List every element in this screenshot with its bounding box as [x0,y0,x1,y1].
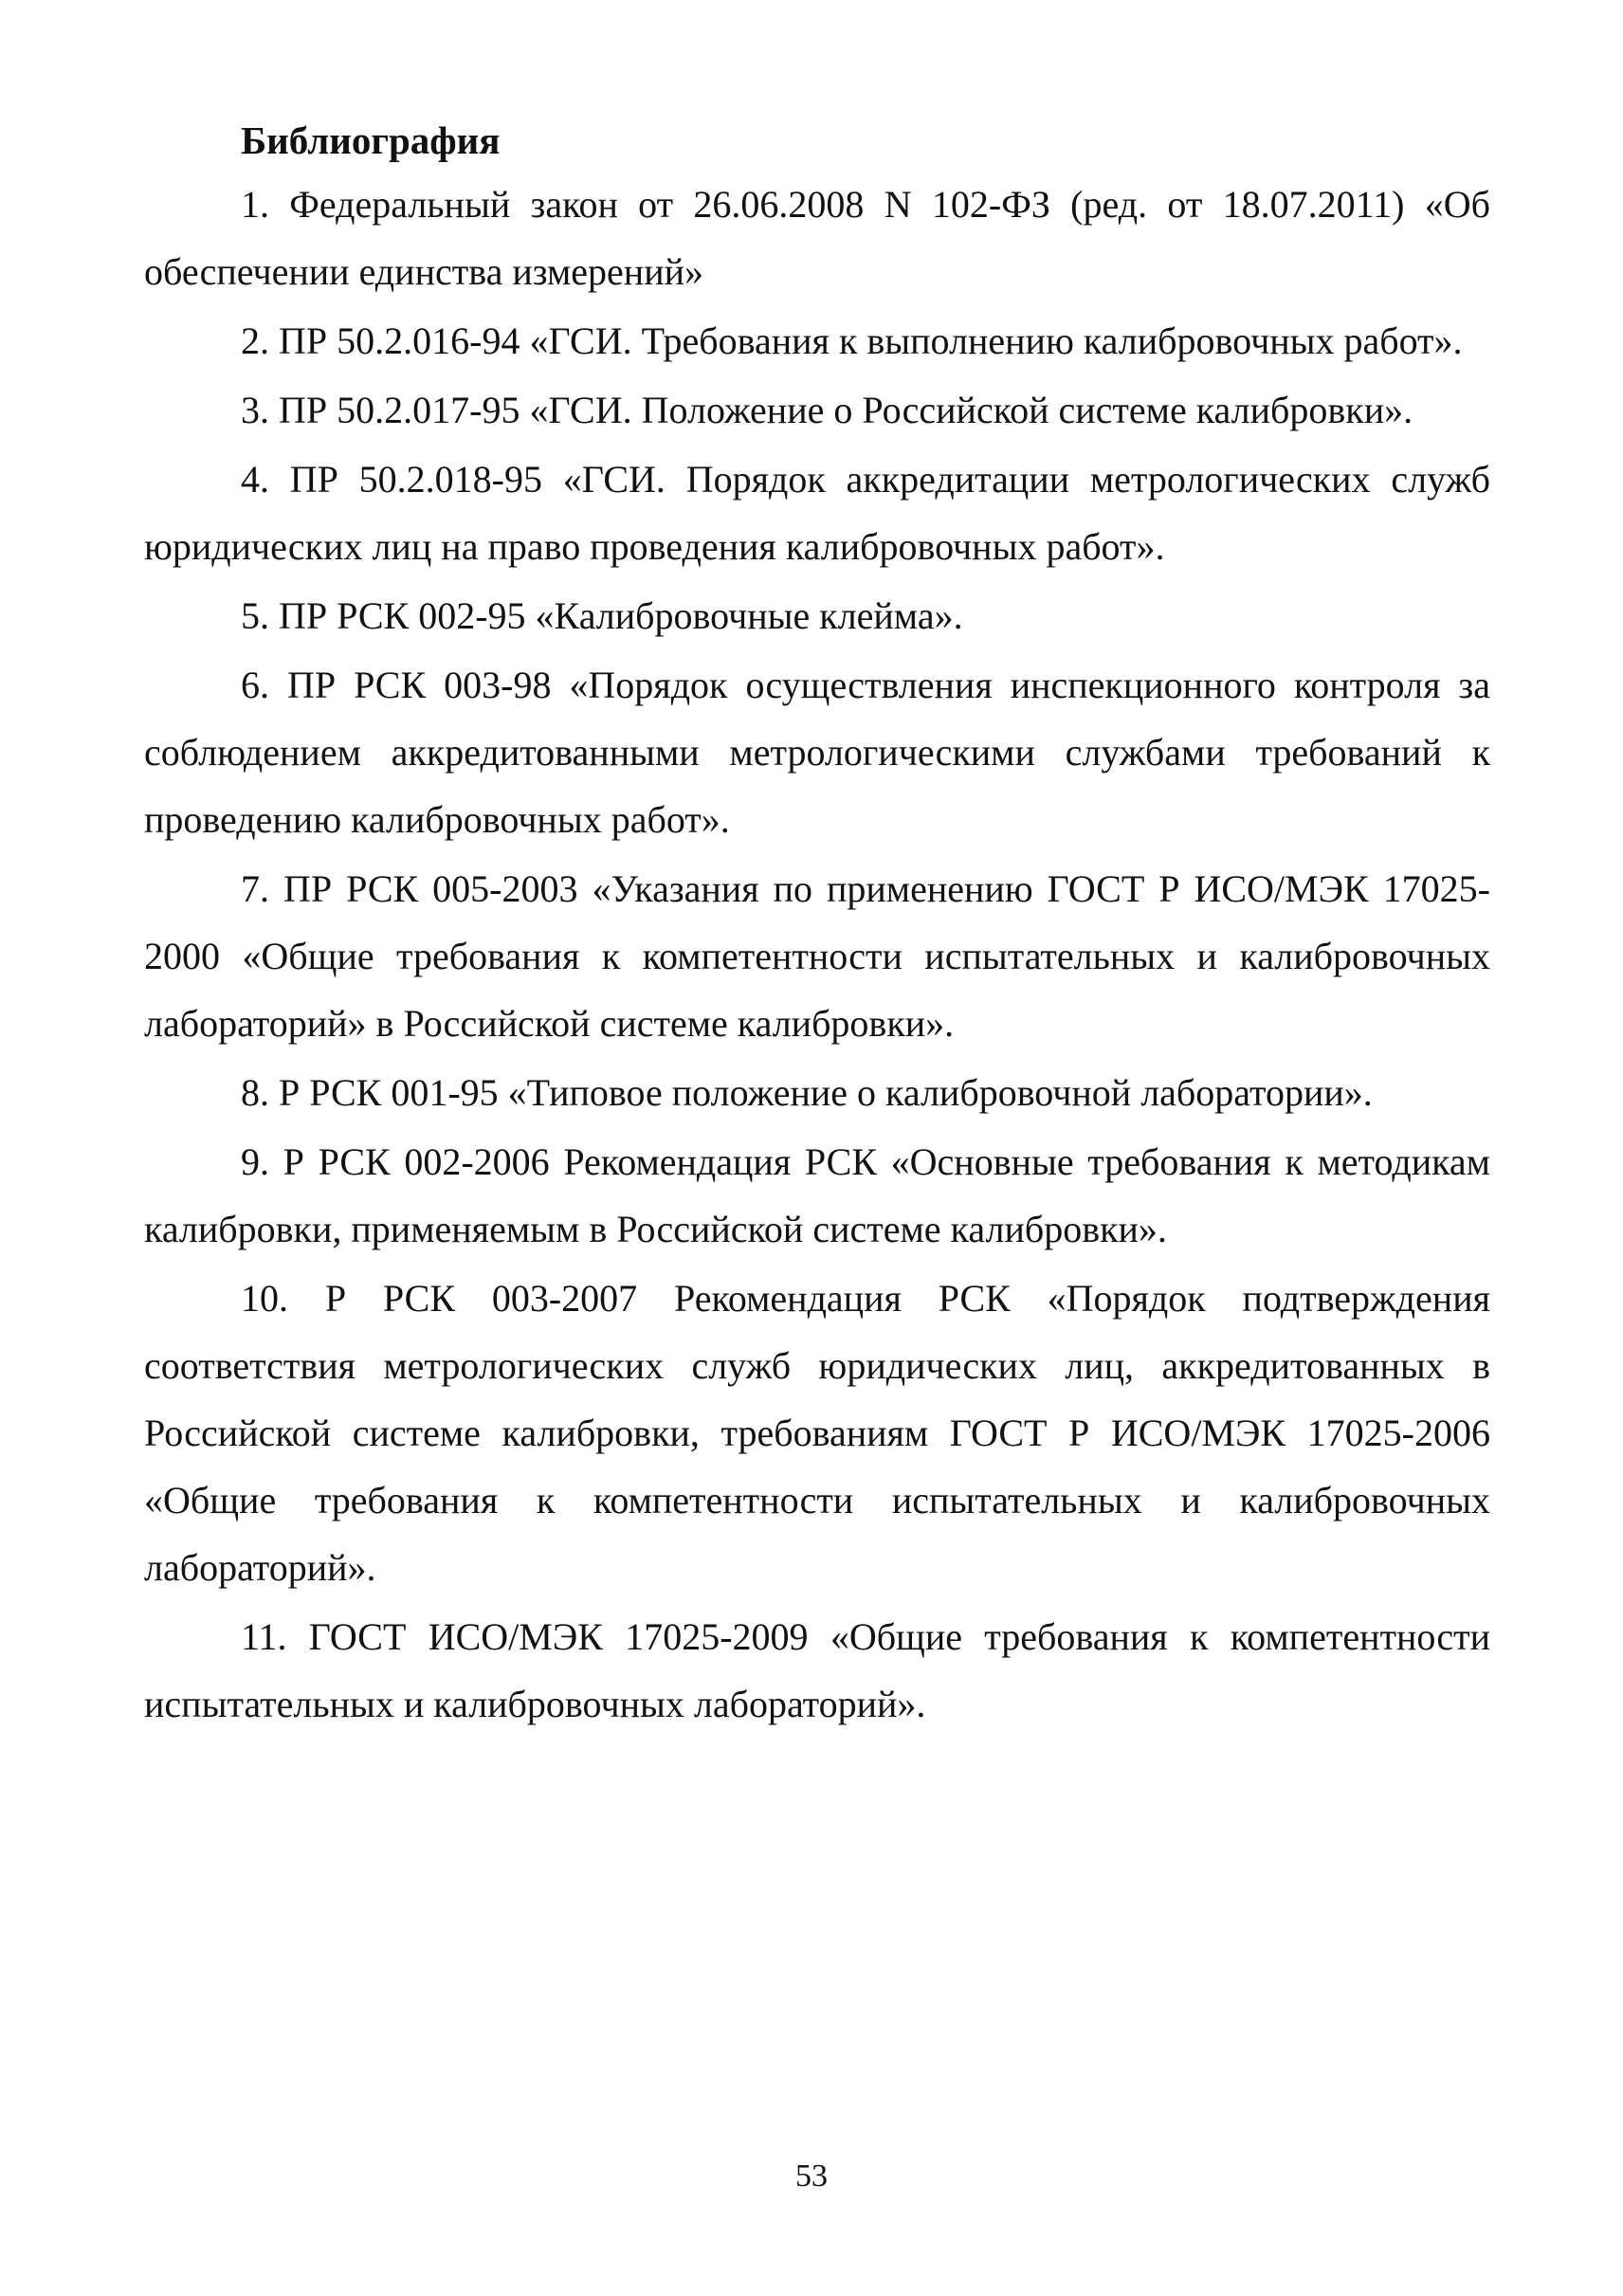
bibliography-title: Библиография [241,118,501,162]
reference-item-1: 1. Федеральный закон от 26.06.2008 N 102-ФЗ (ред. от 18.07.2011) «Об обеспечении единства измерений» [144,183,1490,293]
reference-item-3: 3. ПР 50.2.017-95 «ГСИ. Положение о Российской системе калибровки». [241,389,1413,431]
reference-item-7: 7. ПР РСК 005-2003 «Указания по применению ГОСТ Р ИСО/МЭК 17025-2000 «Общие требования к компетентности испытательных и калибровочных лабораторий» в Российской системе калибровки». [144,867,1490,1045]
reference-item-6: 6. ПР РСК 003-98 «Порядок осуществления инспекционного контроля за соблюдением аккредитованными метрологическими службами требований к проведению калибровочных работ». [144,664,1490,841]
reference-item-11: 11. ГОСТ ИСО/МЭК 17025-2009 «Общие требования к компетентности испытательных и калибровочных лабораторий». [144,1615,1490,1725]
reference-list [144,171,1490,1740]
reference-item-9: 9. Р РСК 002-2006 Рекомендация РСК «Основные требования к методикам калибровки, применяемым в Российской системе калибровки». [144,1140,1490,1250]
reference-item-5: 5. ПР РСК 002-95 «Калибровочные клейма». [241,594,963,637]
reference-item-4: 4. ПР 50.2.018-95 «ГСИ. Порядок аккредитации метрологических служб юридических лиц на право проведения калибровочных работ». [144,458,1490,568]
reference-item-10: 10. Р РСК 003-2007 Рекомендация РСК «Порядок подтверждения соответствия метрологических служб юридических лиц, аккредитованных в Российской системе калибровки, требованиям ГОСТ Р ИСО/МЭК 17025-2006 «Общие требования к компетентности испытательных и калибровочных лабораторий». [144,1277,1490,1589]
reference-item-2: 2. ПР 50.2.016-94 «ГСИ. Требования к выполнению калибровочных работ». [241,319,1463,362]
reference-item-8: 8. Р РСК 001-95 «Типовое положение о калибровочной лаборатории». [241,1071,1373,1114]
page-number: 53 [795,2159,828,2194]
